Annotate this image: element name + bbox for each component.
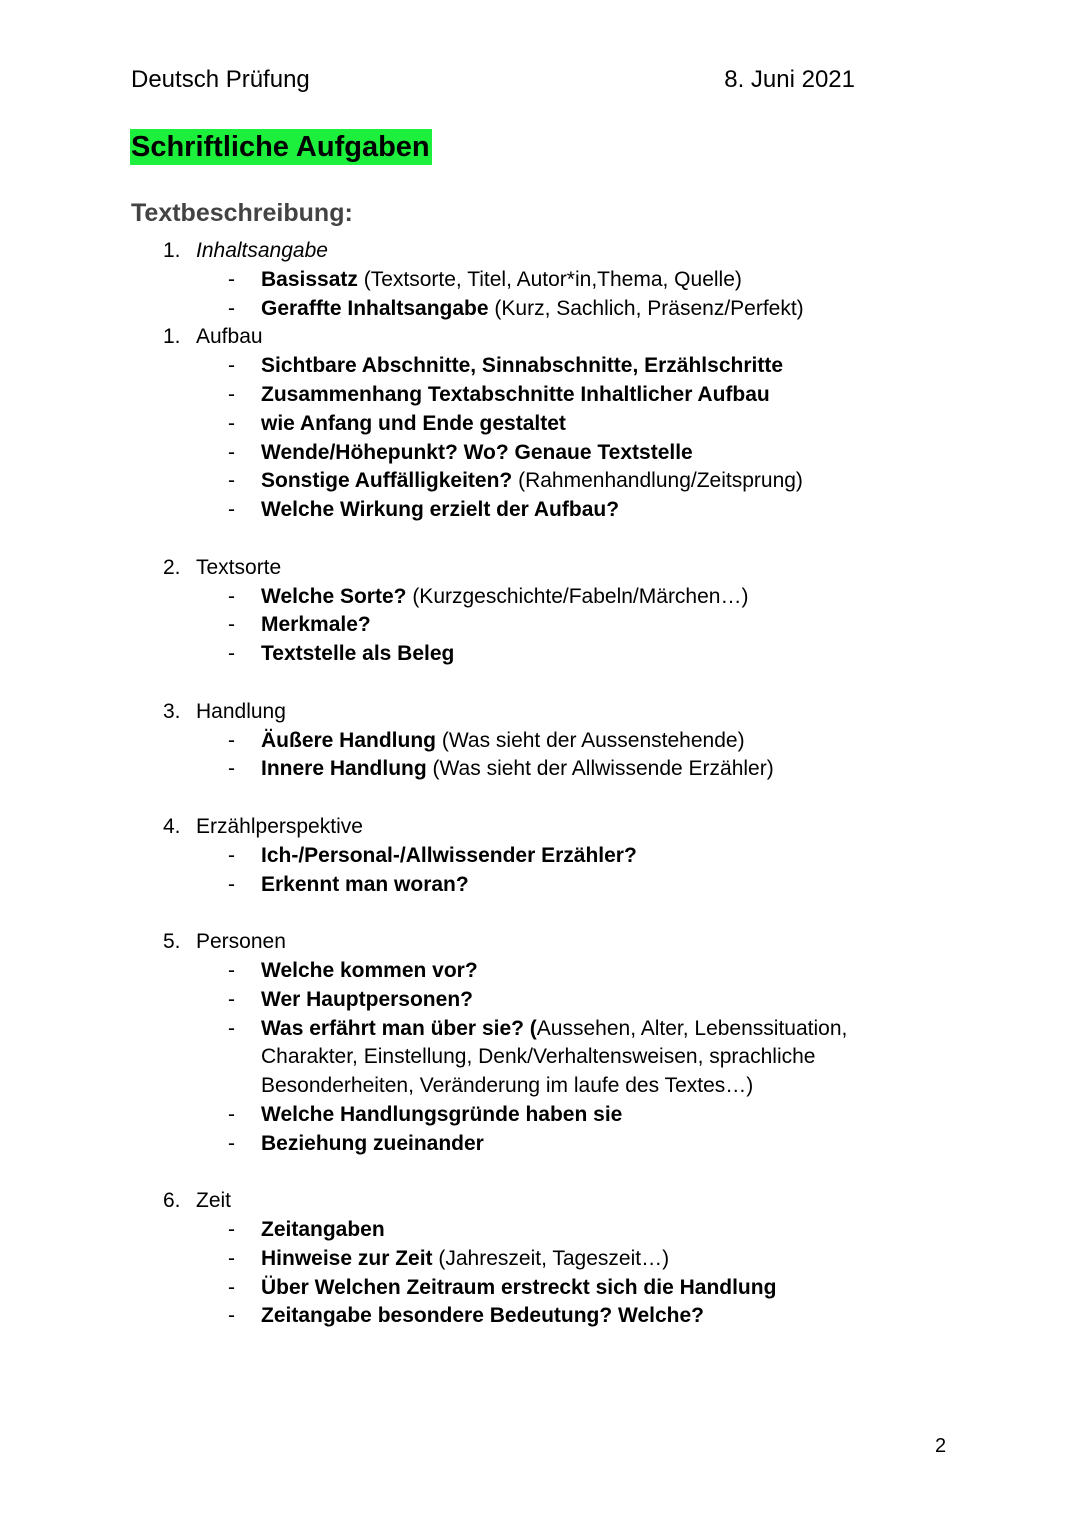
bullet-dash: - xyxy=(228,469,235,493)
item-text xyxy=(261,727,745,756)
list-item xyxy=(0,1101,1080,1130)
section-line xyxy=(0,323,1080,352)
bullet-dash: - xyxy=(228,584,235,608)
item-text xyxy=(261,1274,776,1303)
section-number: 2. xyxy=(163,555,181,579)
page-header xyxy=(131,62,855,98)
list-item xyxy=(0,842,1080,871)
item-bold-text: Zusammenhang Textabschnitte Inhaltlicher Aufbau xyxy=(261,382,770,406)
list-item xyxy=(0,727,1080,756)
item-normal-text: (Textsorte, Titel, Autor*in,Thema, Quelle) xyxy=(357,267,742,291)
list-item xyxy=(0,439,1080,468)
item-text xyxy=(261,496,619,525)
list-item xyxy=(0,640,1080,669)
page-number: 2 xyxy=(935,1435,947,1457)
section-heading: Schriftliche Aufgaben xyxy=(131,131,430,163)
item-bold-text: Erkennt man woran? xyxy=(261,872,469,896)
list-item xyxy=(0,957,1080,986)
outline-list xyxy=(0,237,1080,1331)
bullet-dash: - xyxy=(228,382,235,406)
list-item xyxy=(0,871,1080,900)
item-text xyxy=(261,352,783,381)
item-bold-text: Zeitangaben xyxy=(261,1218,385,1242)
item-text xyxy=(261,1130,484,1159)
section-line xyxy=(0,928,1080,957)
item-text xyxy=(261,467,803,496)
bullet-dash: - xyxy=(228,642,235,666)
bullet-dash: - xyxy=(228,1304,235,1328)
bullet-dash: - xyxy=(228,354,235,378)
item-bold-text: Beziehung zueinander xyxy=(261,1131,484,1155)
item-text xyxy=(261,266,742,295)
item-normal-text: Besonderheiten, Veränderung im laufe des Textes…) xyxy=(261,1074,754,1098)
item-normal-text: (Kurzgeschichte/Fabeln/Märchen…) xyxy=(406,584,749,608)
item-text xyxy=(261,1216,385,1245)
item-bold-text: Wende/Höhepunkt? Wo? Genaue Textstelle xyxy=(261,440,693,464)
item-text xyxy=(261,755,774,784)
bullet-dash: - xyxy=(228,1131,235,1155)
item-bold-text: Was erfährt man über sie? ( xyxy=(261,1016,537,1040)
item-normal-text: (Rahmenhandlung/Zeitsprung) xyxy=(512,469,803,493)
item-bold-text: Hinweise zur Zeit xyxy=(261,1246,433,1270)
item-bold-text: Innere Handlung xyxy=(261,757,427,781)
item-text xyxy=(261,1101,622,1130)
section-title: Textsorte xyxy=(196,555,282,579)
item-text xyxy=(261,611,371,640)
list-item xyxy=(0,266,1080,295)
section-title: Erzählperspektive xyxy=(196,814,363,838)
list-item-continuation xyxy=(0,1043,1080,1072)
list-item xyxy=(0,381,1080,410)
item-text xyxy=(261,381,770,410)
list-item xyxy=(0,1274,1080,1303)
bullet-dash: - xyxy=(228,728,235,752)
document-date: 8. Juni 2021 xyxy=(724,66,855,93)
item-normal-text: (Jahreszeit, Tageszeit…) xyxy=(432,1246,670,1270)
bullet-dash: - xyxy=(228,296,235,320)
section-number: 5. xyxy=(163,930,181,954)
item-text xyxy=(261,640,454,669)
list-item xyxy=(0,611,1080,640)
section-number: 4. xyxy=(163,814,181,838)
item-bold-text: Welche Wirkung erzielt der Aufbau? xyxy=(261,498,620,522)
bullet-dash: - xyxy=(228,757,235,781)
item-bold-text: Sonstige Auffälligkeiten? xyxy=(261,469,513,493)
item-bold-text: Welche Sorte? xyxy=(261,584,407,608)
blank-line xyxy=(0,669,1080,698)
section-line xyxy=(0,237,1080,266)
item-text xyxy=(261,1245,669,1274)
bullet-dash: - xyxy=(228,411,235,435)
blank-line xyxy=(0,784,1080,813)
section-line xyxy=(0,813,1080,842)
item-bold-text: wie Anfang und Ende gestaltet xyxy=(261,411,566,435)
item-text xyxy=(261,1302,704,1331)
item-text xyxy=(261,410,566,439)
subject-title: Deutsch Prüfung xyxy=(131,66,310,93)
list-item xyxy=(0,496,1080,525)
item-text xyxy=(261,583,748,612)
bullet-dash: - xyxy=(228,1246,235,1270)
section-title: Zeit xyxy=(196,1189,232,1213)
item-bold-text: Wer Hauptpersonen? xyxy=(261,987,473,1011)
item-bold-text: Welche kommen vor? xyxy=(261,958,478,982)
section-title: Aufbau xyxy=(196,325,263,349)
item-text xyxy=(261,439,693,468)
bullet-dash: - xyxy=(228,1016,235,1040)
section-line xyxy=(0,1187,1080,1216)
list-item xyxy=(0,1216,1080,1245)
item-text xyxy=(261,957,478,986)
bullet-dash: - xyxy=(228,267,235,291)
list-item xyxy=(0,1015,1080,1044)
item-text xyxy=(261,1015,847,1044)
list-item xyxy=(0,1245,1080,1274)
bullet-dash: - xyxy=(228,1102,235,1126)
item-bold-text: Welche Handlungsgründe haben sie xyxy=(261,1102,623,1126)
list-item xyxy=(0,295,1080,324)
section-number: 6. xyxy=(163,1189,181,1213)
item-text xyxy=(261,986,473,1015)
blank-line xyxy=(0,1159,1080,1188)
item-bold-text: Merkmale? xyxy=(261,613,371,637)
list-item xyxy=(0,986,1080,1015)
bullet-dash: - xyxy=(228,440,235,464)
bullet-dash: - xyxy=(228,987,235,1011)
item-bold-text: Äußere Handlung xyxy=(261,728,437,752)
section-line xyxy=(0,554,1080,583)
section-number: 1. xyxy=(163,325,181,349)
bullet-dash: - xyxy=(228,1275,235,1299)
item-bold-text: Basissatz xyxy=(261,267,358,291)
item-bold-text: Über Welchen Zeitraum erstreckt sich die Handlung xyxy=(261,1275,777,1299)
section-number: 1. xyxy=(163,239,181,262)
item-normal-text: (Was sieht der Aussenstehende) xyxy=(436,728,745,752)
item-text xyxy=(261,871,469,900)
bullet-dash: - xyxy=(228,872,235,896)
bullet-dash: - xyxy=(228,958,235,982)
blank-line xyxy=(0,899,1080,928)
bullet-dash: - xyxy=(228,613,235,637)
list-item xyxy=(0,583,1080,612)
section-title: Inhaltsangabe xyxy=(196,239,328,262)
subheading: Textbeschreibung: xyxy=(131,199,353,227)
item-bold-text: Zeitangabe besondere Bedeutung? Welche? xyxy=(261,1304,705,1328)
item-text xyxy=(261,842,637,871)
item-normal-text: (Kurz, Sachlich, Präsenz/Perfekt) xyxy=(488,296,804,320)
bullet-dash: - xyxy=(228,843,235,867)
section-line xyxy=(0,698,1080,727)
list-item xyxy=(0,410,1080,439)
list-item xyxy=(0,1130,1080,1159)
blank-line xyxy=(0,525,1080,554)
section-number: 3. xyxy=(163,699,181,723)
item-normal-text: Aussehen, Alter, Lebenssituation, xyxy=(536,1016,848,1040)
section-title: Handlung xyxy=(196,699,286,723)
list-item xyxy=(0,352,1080,381)
list-item-continuation xyxy=(0,1072,1080,1101)
list-item xyxy=(0,755,1080,784)
item-normal-text: (Was sieht der Allwissende Erzähler) xyxy=(426,757,774,781)
item-bold-text: Sichtbare Abschnitte, Sinnabschnitte, Erzählschritte xyxy=(261,354,783,378)
item-bold-text: Geraffte Inhaltsangabe xyxy=(261,296,489,320)
bullet-dash: - xyxy=(228,498,235,522)
item-bold-text: Ich-/Personal-/Allwissender Erzähler? xyxy=(261,843,637,867)
item-normal-text: Charakter, Einstellung, Denk/Verhaltensweisen, sprachliche xyxy=(261,1045,816,1069)
item-bold-text: Textstelle als Beleg xyxy=(261,642,455,666)
list-item xyxy=(0,467,1080,496)
item-text xyxy=(261,295,804,324)
list-item xyxy=(0,1302,1080,1331)
section-title: Personen xyxy=(196,930,286,954)
bullet-dash: - xyxy=(228,1218,235,1242)
